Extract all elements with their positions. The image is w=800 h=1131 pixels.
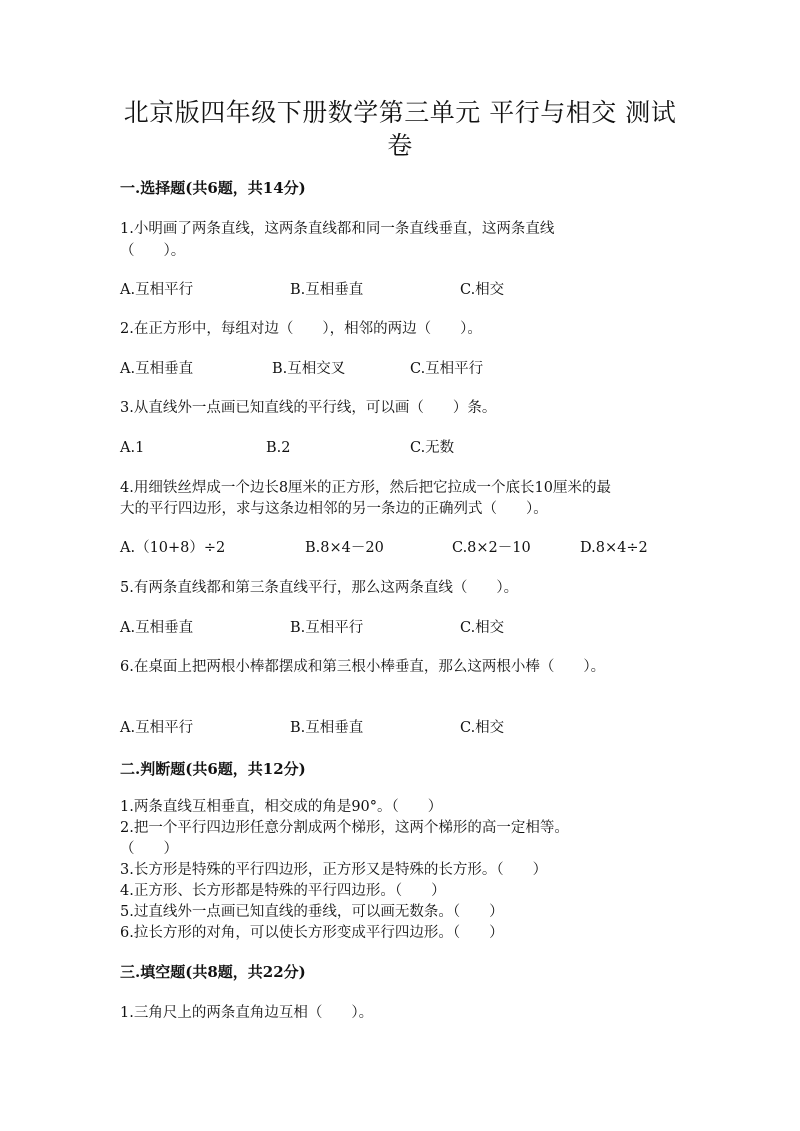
judgement-line-2-bracket: （ ） bbox=[120, 841, 178, 857]
section-heading-fill-in: 三.填空题(共8题，共22分) bbox=[120, 963, 306, 981]
question-4-option-d: D.8×4÷2 bbox=[580, 540, 648, 556]
judgement-line-5: 5.过直线外一点画已知直线的垂线，可以画无数条。（ ） bbox=[120, 904, 504, 920]
question-4-option-b: B.8×4－20 bbox=[305, 540, 384, 556]
judgement-line-4: 4.正方形、长方形都是特殊的平行四边形。（ ） bbox=[120, 883, 446, 899]
judgement-line-3: 3.长方形是特殊的平行四边形，正方形又是特殊的长方形。（ ） bbox=[120, 862, 548, 878]
page-title bbox=[120, 96, 680, 162]
judgement-line-6: 6.拉长方形的对角，可以使长方形变成平行四边形。（ ） bbox=[120, 925, 504, 941]
question-2-option-a: A.互相垂直 bbox=[120, 361, 194, 377]
question-1-option-a: A.互相平行 bbox=[120, 282, 194, 298]
question-5-option-c: C.相交 bbox=[460, 620, 505, 636]
question-1-stem-line-1: 1.小明画了两条直线，这两条直线都和同一条直线垂直，这两条直线 bbox=[120, 221, 555, 237]
question-2-option-c: C.互相平行 bbox=[410, 361, 484, 377]
question-6-option-a: A.互相平行 bbox=[120, 720, 194, 736]
question-5-option-b: B.互相平行 bbox=[290, 620, 364, 636]
section-heading-judgement: 二.判断题(共6题，共12分) bbox=[120, 760, 306, 778]
title-line-2: 卷 bbox=[387, 131, 413, 160]
section-heading-choice: 一.选择题(共6题，共14分) bbox=[120, 179, 306, 197]
question-6-option-c: C.相交 bbox=[460, 720, 505, 736]
question-5-option-a: A.互相垂直 bbox=[120, 620, 194, 636]
question-4-option-c: C.8×2－10 bbox=[452, 540, 531, 556]
question-3-option-a: A.1 bbox=[120, 440, 145, 456]
question-5-stem: 5.有两条直线都和第三条直线平行，那么这两条直线（ ）。 bbox=[120, 580, 519, 596]
question-6-stem: 6.在桌面上把两根小棒都摆成和第三根小棒垂直，那么这两根小棒（ ）。 bbox=[120, 659, 606, 675]
question-1-stem-line-2: （ ）。 bbox=[120, 243, 186, 259]
question-2-stem: 2.在正方形中，每组对边（ ），相邻的两边（ ）。 bbox=[120, 321, 482, 337]
question-2-option-b: B.互相交叉 bbox=[272, 361, 346, 377]
question-1-option-b: B.互相垂直 bbox=[290, 282, 364, 298]
question-1-option-c: C.相交 bbox=[460, 282, 505, 298]
question-3-option-b: B.2 bbox=[266, 440, 291, 456]
question-6-option-b: B.互相垂直 bbox=[290, 720, 364, 736]
question-4-stem-line-1: 4.用细铁丝焊成一个边长8厘米的正方形，然后把它拉成一个底长10厘米的最 bbox=[120, 480, 612, 496]
question-4-stem-line-2: 大的平行四边形，求与这条边相邻的另一条边的正确列式（ ）。 bbox=[120, 501, 548, 517]
question-4-option-a: A.（10+8）÷2 bbox=[120, 540, 226, 556]
question-3-option-c: C.无数 bbox=[410, 440, 455, 456]
judgement-line-1: 1.两条直线互相垂直，相交成的角是90°。（ ） bbox=[120, 799, 443, 815]
fill-in-line-1: 1.三角尺上的两条直角边互相（ ）。 bbox=[120, 1005, 374, 1021]
title-line-1: 北京版四年级下册数学第三单元 平行与相交 测试 bbox=[123, 98, 677, 127]
question-3-stem: 3.从直线外一点画已知直线的平行线，可以画（ ）条。 bbox=[120, 400, 497, 416]
judgement-line-2: 2.把一个平行四边形任意分割成两个梯形，这两个梯形的高一定相等。 bbox=[120, 820, 569, 836]
